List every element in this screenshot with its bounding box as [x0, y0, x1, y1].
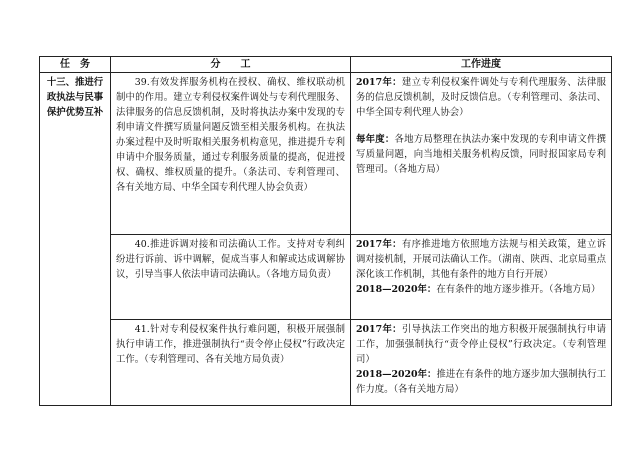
progress-cell: [351, 73, 612, 235]
progress-item: [356, 75, 606, 120]
progress-item: [356, 367, 606, 397]
progress-cell: [351, 320, 612, 406]
header-task: 任 务: [40, 57, 111, 73]
progress-text: 各地方局整理在执法办案中发现的专利申请文件撰写质量问题，向当地相关服务机构反馈，同时报国家局专利管理司。（各地方局）: [356, 134, 606, 175]
progress-item: [356, 237, 606, 282]
progress-year: 2017年：: [356, 77, 402, 88]
division-text: 41.针对专利侵权案件执行难问题，积极开展强制执行申请工作，推进强制执行“责令停止侵权”行政决定工作。（专利管理司、各有关地方局负责）: [116, 324, 345, 365]
progress-item: [356, 132, 606, 177]
table-header-row: [40, 57, 612, 73]
progress-year: 2017年：: [356, 239, 402, 250]
division-text: 39.有效发挥服务机构在授权、确权、维权联动机制中的作用。建立专利侵权案件调处与专利代理服务、法律服务的信息反馈机制，及时将执法办案中发现的专利申请文件撰写质量问题反馈至相关服务机构。在执法办案过程中及时听取相关服务机构意见，推进提升专利申请中介服务质量，通过专利服务质量的提高，促进授权、确权、维权质量的提升。（条法司、专利管理司、各有关地方局、中华全国专利代理人协会负责）: [116, 77, 345, 193]
division-cell: [111, 320, 351, 406]
division-cell: [111, 73, 351, 235]
progress-cell: [351, 235, 612, 320]
header-progress: 工作进度: [351, 57, 612, 73]
progress-text: 建立专利侵权案件调处与专利代理服务、法律服务的信息反馈机制，及时反馈信息。（专利管理司、条法司、中华全国专利代理人协会）: [356, 77, 606, 118]
progress-item: [356, 322, 606, 367]
division-text: 40.推进诉调对接和司法确认工作。支持对专利纠纷进行诉前、诉中调解，促成当事人和解或达成调解协议，引导当事人依法申请司法确认。（各地方局负责）: [116, 239, 345, 280]
progress-year: 每年度：: [356, 134, 395, 145]
progress-year: 2017年：: [356, 324, 402, 335]
table-row: [40, 73, 612, 235]
progress-item: [356, 282, 606, 297]
table-row: [40, 320, 612, 406]
progress-text: 有序推进地方依照地方法规与相关政策，建立诉调对接机制，开展司法确认工作。（湖南、陕西、北京局重点深化该工作机制，其他有条件的地方自行开展）: [356, 239, 606, 280]
task-table: [39, 56, 612, 406]
header-division: 分 工: [111, 57, 351, 73]
progress-text: 在有条件的地方逐步推开。（各地方局）: [436, 284, 601, 295]
table-row: [40, 235, 612, 320]
progress-year: 2018—2020年：: [356, 369, 437, 380]
progress-year: 2018—2020年：: [356, 284, 437, 295]
progress-text: 引导执法工作突出的地方积极开展强制执行申请工作，加强强制执行“责令停止侵权”行政决定。（专利管理司）: [356, 324, 606, 365]
division-cell: [111, 235, 351, 320]
progress-text: 推进在有条件的地方逐步加大强制执行工作力度。（各有关地方局）: [356, 369, 606, 395]
task-group-cell: 十三、推进行政执法与民事保护优势互补: [40, 73, 111, 406]
